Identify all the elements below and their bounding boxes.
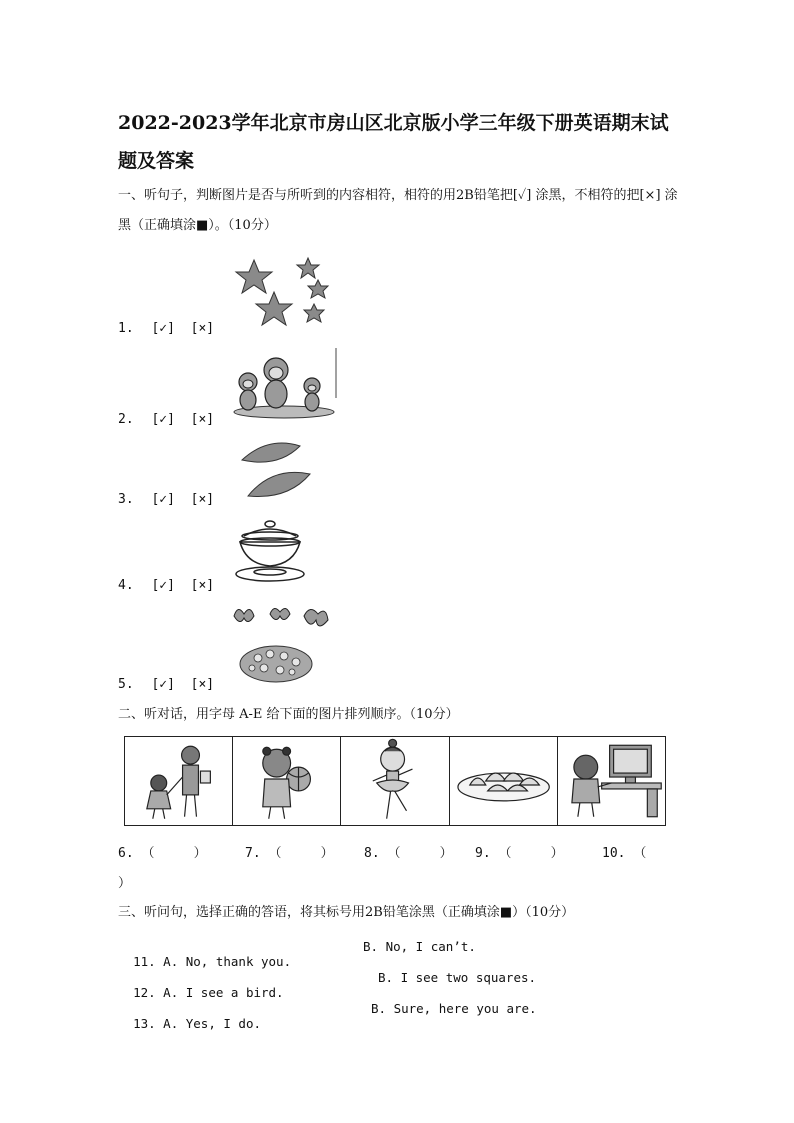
blank-10[interactable]: 10. （ [602, 846, 647, 861]
section1-instruction: 一、听句子，判断图片是否与所听到的内容相符，相符的用2B铅笔把[✓] 涂黑，不相符的把[×] 涂黑（正确填涂■）。（10分） [118, 188, 678, 233]
ballet-girl-illustration [341, 737, 448, 825]
picture-ballet-girl [341, 737, 449, 825]
boy-ball-illustration [233, 737, 340, 825]
check-mark[interactable]: [✓] [151, 492, 175, 507]
page-title: 2022-2023学年北京市房山区北京版小学三年级下册英语期末试题及答案 [118, 112, 669, 172]
option-a[interactable]: A. I see a bird. [163, 985, 284, 1000]
mother-child-illustration [125, 737, 232, 825]
cross-mark[interactable]: [×] [190, 412, 215, 427]
picture-mother-and-child [125, 737, 233, 825]
question-item-4: 4. [✓] [×] [118, 578, 215, 593]
question-item-5: 5. [✓] [×] [118, 677, 215, 692]
cross-mark[interactable]: [×] [190, 677, 215, 692]
blank-7[interactable]: 7. （ ） [245, 846, 334, 861]
blank-9[interactable]: 9. （ ） [475, 846, 564, 861]
blank-8[interactable]: 8. （ ） [364, 846, 453, 861]
cross-mark[interactable]: [×] [190, 578, 215, 593]
monkeys-picture [230, 348, 338, 420]
option-b[interactable]: B. Sure, here you are. [371, 1001, 537, 1016]
option-b[interactable]: B. I see two squares. [378, 970, 537, 985]
question-item-1: 1. [✓] [×] [118, 321, 215, 336]
check-mark[interactable]: [✓] [151, 321, 175, 336]
stars-picture [232, 256, 332, 332]
question-item-3: 3. [✓] [×] [118, 492, 215, 507]
cross-mark[interactable]: [×] [190, 492, 215, 507]
check-mark[interactable]: [✓] [151, 412, 175, 427]
computer-illustration [558, 737, 665, 825]
picture-boy-with-ball [233, 737, 341, 825]
section2-instruction: 二、听对话，用字母 A-E 给下面的图片排列顺序。（10分） [118, 707, 459, 722]
blank-6[interactable]: 6. （ ） [118, 846, 207, 861]
question-12: 12. A. I see a bird. B. I see two squares. [133, 970, 537, 1000]
cross-mark[interactable]: [×] [190, 321, 215, 336]
picture-dumplings-plate [450, 737, 558, 825]
question-11: 11. A. No, thank you. B. No, I can’t. [133, 939, 476, 969]
check-mark[interactable]: [✓] [151, 578, 175, 593]
option-a[interactable]: A. Yes, I do. [163, 1016, 262, 1031]
option-b[interactable]: B. No, I can’t. [363, 939, 476, 954]
tea-cup-picture [232, 520, 308, 586]
option-a[interactable]: A. No, thank you. [163, 954, 292, 969]
dumplings-illustration [450, 737, 557, 825]
picture-boy-at-computer [558, 737, 665, 825]
blank-10-close: ） [118, 876, 132, 891]
picture-strip [124, 736, 666, 826]
question-13: 13. A. Yes, I do. B. Sure, here you are. [133, 1001, 537, 1031]
section3-instruction: 三、听问句，选择正确的答语，将其标号用2B铅笔涂黑（正确填涂■）（10分） [118, 905, 575, 920]
check-mark[interactable]: [✓] [151, 677, 175, 692]
leaves-picture [238, 438, 314, 502]
question-item-2: 2. [✓] [×] [118, 412, 215, 427]
butterflies-flowers-picture [230, 602, 334, 686]
